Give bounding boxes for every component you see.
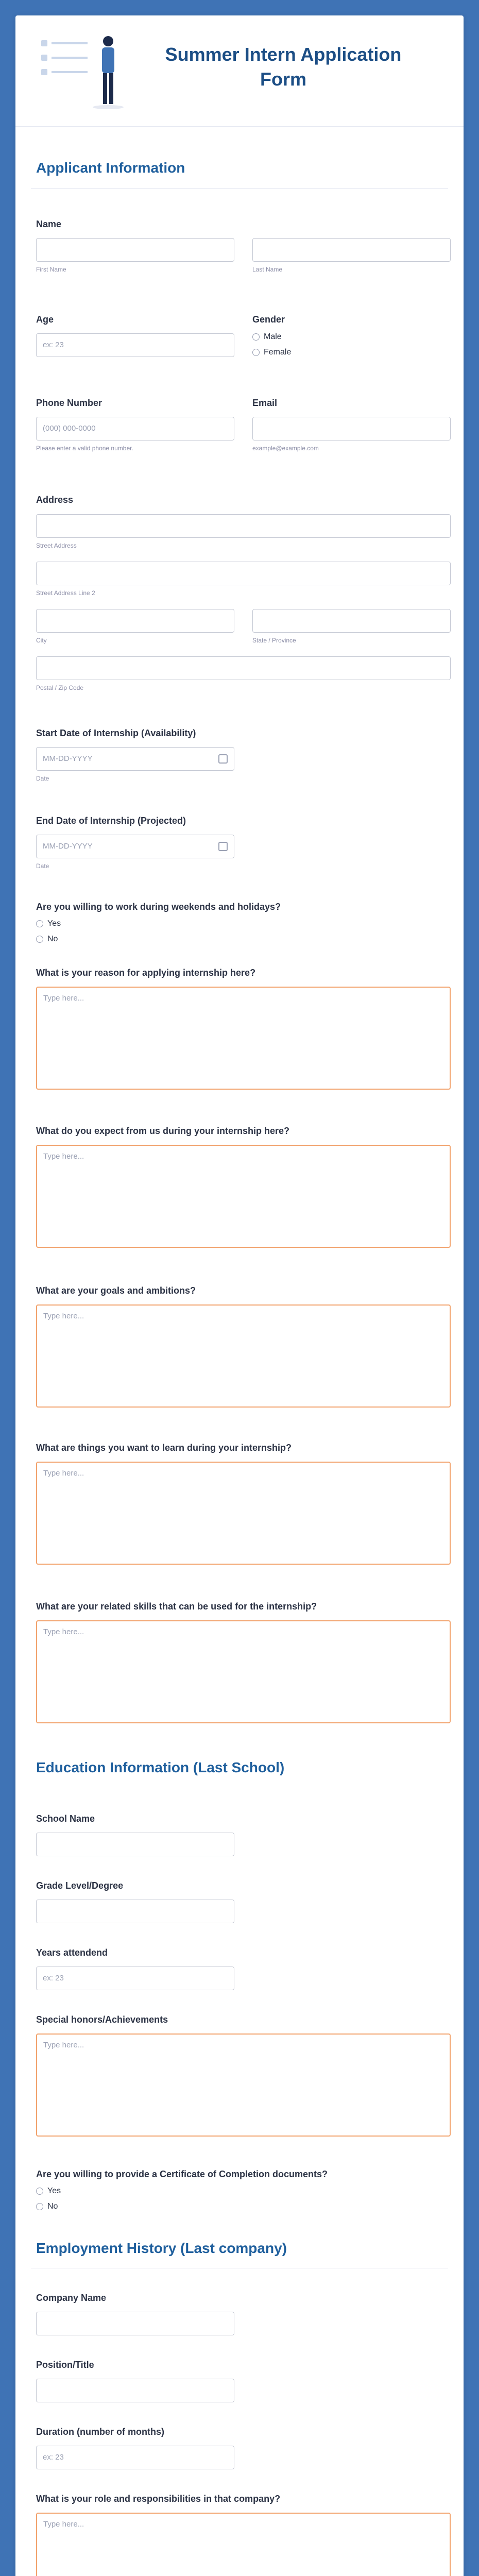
radio-label: No: [47, 2202, 58, 2211]
start-date-sublabel: Date: [36, 775, 49, 782]
radio-circle-icon: [36, 920, 43, 927]
school-input[interactable]: [36, 1833, 234, 1856]
expect-textarea[interactable]: Type here...: [36, 1145, 451, 1248]
skills-label: What are your related skills that can be used for the internship?: [36, 1601, 317, 1612]
age-input[interactable]: ex: 23: [36, 333, 234, 357]
role-textarea[interactable]: Type here...: [36, 2513, 451, 2576]
radio-circle-icon: [36, 2188, 43, 2195]
honors-label: Special honors/Achievements: [36, 2014, 168, 2025]
radio-label: Yes: [47, 919, 61, 928]
age-label: Age: [36, 314, 54, 325]
street-address-input[interactable]: [36, 514, 451, 538]
skills-textarea[interactable]: Type here...: [36, 1620, 451, 1723]
street-address-2-sublabel: Street Address Line 2: [36, 589, 95, 597]
company-input[interactable]: [36, 2312, 234, 2335]
section-employment-title: Employment History (Last company): [36, 2240, 287, 2256]
duration-input[interactable]: ex: 23: [36, 2446, 234, 2469]
grade-input[interactable]: [36, 1900, 234, 1923]
email-label: Email: [252, 398, 278, 408]
name-label: Name: [36, 219, 62, 229]
first-name-input[interactable]: [36, 238, 234, 262]
last-name-input[interactable]: [252, 238, 451, 262]
certificate-label: Are you willing to provide a Certificate of Completion documents?: [36, 2169, 328, 2179]
form-header: [15, 15, 464, 127]
first-name-sublabel: First Name: [36, 266, 66, 273]
position-label: Position/Title: [36, 2360, 94, 2370]
duration-label: Duration (number of months): [36, 2427, 164, 2437]
school-label: School Name: [36, 1814, 95, 1824]
header-illustration-icon: [36, 30, 124, 117]
phone-label: Phone Number: [36, 398, 102, 408]
section-applicant-title: Applicant Information: [36, 160, 185, 176]
state-sublabel: State / Province: [252, 637, 296, 644]
form-title: [129, 42, 438, 92]
gender-female-radio[interactable]: [252, 348, 291, 357]
phone-input[interactable]: (000) 000-0000: [36, 417, 234, 440]
radio-label: No: [47, 935, 58, 943]
section-education-title: Education Information (Last School): [36, 1759, 285, 1775]
years-label: Years attendend: [36, 1947, 108, 1958]
learn-textarea[interactable]: Type here...: [36, 1462, 451, 1565]
email-input[interactable]: [252, 417, 451, 440]
city-input[interactable]: [36, 609, 234, 633]
postal-input[interactable]: [36, 656, 451, 680]
last-name-sublabel: Last Name: [252, 266, 283, 273]
end-date-input[interactable]: [36, 835, 234, 858]
weekend-label: Are you willing to work during weekends and holidays?: [36, 902, 281, 912]
radio-circle-icon: [252, 349, 260, 356]
email-sublabel: example@example.com: [252, 445, 319, 452]
company-label: Company Name: [36, 2293, 107, 2303]
street-address-2-input[interactable]: [36, 562, 451, 585]
role-label: What is your role and responsibilities in that company?: [36, 2494, 281, 2504]
phone-sublabel: Please enter a valid phone number.: [36, 445, 133, 452]
goals-textarea[interactable]: Type here...: [36, 1304, 451, 1408]
date-placeholder: MM-DD-YYYY: [43, 842, 93, 851]
address-label: Address: [36, 495, 74, 505]
gender-male-radio[interactable]: [252, 332, 282, 342]
radio-circle-icon: [36, 936, 43, 943]
goals-label: What are your goals and ambitions?: [36, 1285, 196, 1296]
title-line-2: Form: [260, 69, 306, 90]
expect-label: What do you expect from us during your internship here?: [36, 1126, 290, 1136]
certificate-no-radio[interactable]: [36, 2202, 58, 2211]
end-date-label: End Date of Internship (Projected): [36, 816, 186, 826]
learn-label: What are things you want to learn during your internship?: [36, 1443, 292, 1453]
gender-label: Gender: [252, 314, 285, 325]
radio-label: Female: [264, 348, 292, 357]
radio-label: Male: [264, 332, 282, 341]
radio-label: Yes: [47, 2187, 61, 2195]
start-date-label: Start Date of Internship (Availability): [36, 728, 196, 738]
state-input[interactable]: [252, 609, 451, 633]
grade-label: Grade Level/Degree: [36, 1880, 124, 1891]
years-input[interactable]: ex: 23: [36, 1967, 234, 1990]
certificate-yes-radio[interactable]: [36, 2187, 61, 2196]
reason-textarea[interactable]: Type here...: [36, 987, 451, 1090]
radio-circle-icon: [252, 333, 260, 341]
title-line-1: Summer Intern Application: [165, 44, 402, 65]
form-card: [15, 15, 464, 2576]
calendar-icon[interactable]: [218, 842, 228, 851]
date-placeholder: MM-DD-YYYY: [43, 754, 93, 763]
position-input[interactable]: [36, 2379, 234, 2402]
end-date-sublabel: Date: [36, 862, 49, 870]
city-sublabel: City: [36, 637, 47, 644]
street-address-sublabel: Street Address: [36, 542, 77, 549]
reason-label: What is your reason for applying internship here?: [36, 968, 256, 978]
start-date-input[interactable]: [36, 747, 234, 771]
honors-textarea[interactable]: Type here...: [36, 2033, 451, 2137]
weekend-no-radio[interactable]: [36, 935, 58, 944]
weekend-yes-radio[interactable]: [36, 919, 61, 928]
postal-sublabel: Postal / Zip Code: [36, 684, 84, 691]
calendar-icon[interactable]: [218, 754, 228, 764]
radio-circle-icon: [36, 2203, 43, 2210]
divider: [31, 188, 448, 189]
